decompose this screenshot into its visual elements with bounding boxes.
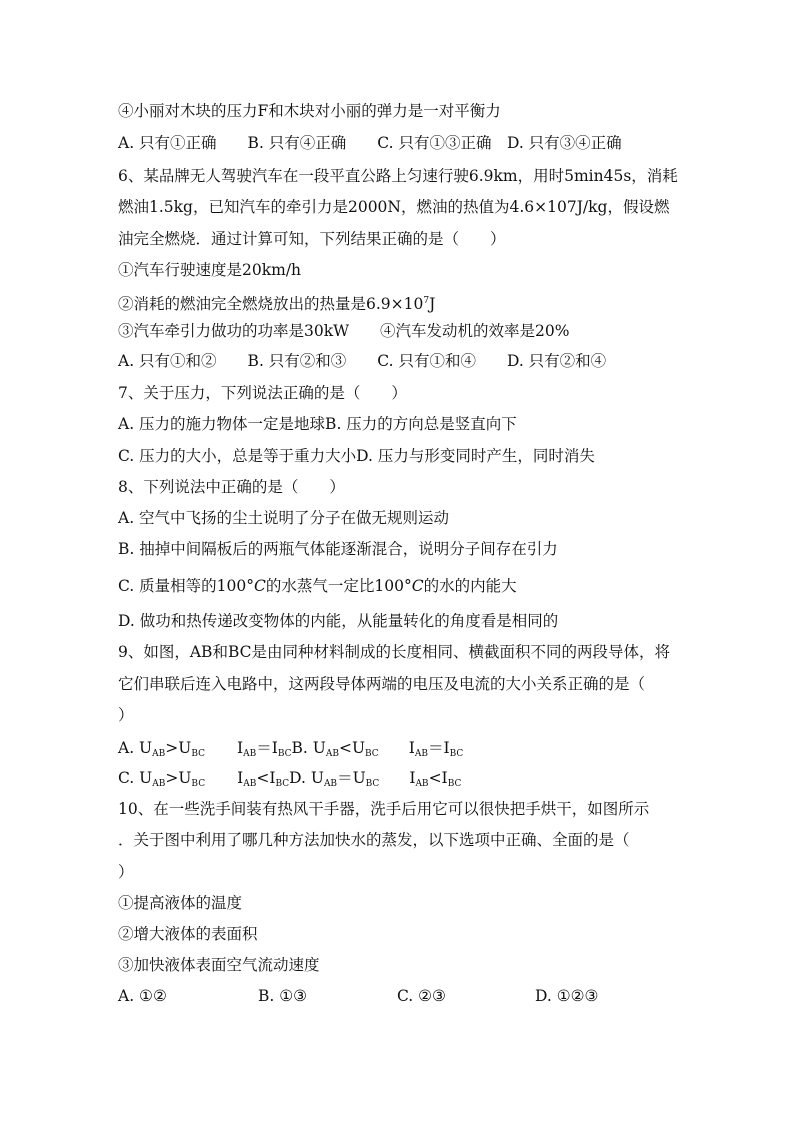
q8-option-a: A. 空气中飞扬的尘土说明了分子在做无规则运动	[118, 509, 450, 527]
q9-options-cd: C. $U_{AB}>U_{BC}$ $I_{AB}<I_{BC}D$. $U_{AB}=U_{BC}$ $I_{AB}<I_{BC}$	[118, 769, 462, 789]
q6-stem-line1: 6、某品牌无人驾驶汽车在一段平直公路上匀速行驶6.9km，用时5min45s，消耗	[118, 167, 678, 185]
q9-options-ab: A. $U_{AB}>U_{BC}$ $I_{AB}=I_{BC}B$. $U_{AB}<U_{BC}$ $I_{AB}=I_{BC}$	[118, 739, 464, 759]
q10-statement-2: ②增大液体的表面积	[118, 925, 258, 943]
q10-statement-3: ③加快液体表面空气流动速度	[118, 956, 320, 974]
q6-stem-line2: 燃油1.5kg，已知汽车的牵引力是2000N，燃油的热值为4.6×107J/kg，假设燃	[118, 198, 670, 216]
q9-stem-line2: 它们串联后连入电路中，这两段导体两端的电压及电流的大小关系正确的是（	[118, 675, 646, 693]
q7-options-cd: C. 压力的大小，总是等于重力大小D. 压力与形变同时产生，同时消失	[118, 447, 595, 465]
q8-option-b: B. 抽掉中间隔板后的两瓶气体能逐渐混合，说明分子间存在引力	[118, 540, 558, 558]
q9-stem-line1: 9、如图，AB和BC是由同种材料制成的长度相同、横截面积不同的两段导体，将	[118, 643, 670, 661]
q8-stem: 8、下列说法中正确的是（ ）	[118, 478, 345, 496]
q6-statement-1: ①汽车行驶速度是20km/h	[118, 261, 302, 279]
q6-options: A. 只有①和② B. 只有②和③ C. 只有①和④ D. 只有②和④	[118, 352, 607, 370]
q7-stem: 7、关于压力，下列说法正确的是（ ）	[118, 384, 407, 402]
q10-option-d: D. ①②③	[535, 987, 599, 1005]
q10-option-c: C. ②③	[397, 987, 446, 1005]
q5-options: A. 只有①正确 B. 只有④正确 C. 只有①③正确 D. 只有③④正确	[118, 134, 622, 152]
q9-stem-line3: ）	[118, 706, 134, 724]
q10-stem-line1: 10、在一些洗手间装有热风干手器，洗手后用它可以很快把手烘干，如图所示	[118, 800, 650, 818]
q10-statement-1: ①提高液体的温度	[118, 894, 243, 912]
q6-stem-line3: 油完全燃烧．通过计算可知，下列结果正确的是（ ）	[118, 230, 506, 248]
q10-stem-line3: ）	[118, 863, 134, 881]
q10-stem-line2: ．关于图中利用了哪几种方法加快水的蒸发，以下选项中正确、全面的是（	[118, 831, 630, 849]
q10-option-a: A. ①②	[118, 987, 167, 1005]
q7-options-ab: A. 压力的施力物体一定是地球B. 压力的方向总是竖直向下	[118, 415, 517, 433]
q8-option-c: C. 质量相等的100°C的水蒸气一定比100°C的水的内能大	[118, 577, 517, 595]
statement-4: ④小丽对木块的压力F和木块对小丽的弹力是一对平衡力	[118, 102, 501, 120]
q8-option-d: D. 做功和热传递改变物体的内能，从能量转化的角度看是相同的	[118, 612, 559, 630]
q6-statement-3-4: ③汽车牵引力做功的功率是30kW ④汽车发动机的效率是20%	[118, 322, 570, 340]
q10-option-b: B. ①③	[258, 987, 308, 1005]
q6-statement-2: ②消耗的燃油完全燃烧放出的热量是$6.9\times 10^7J$	[118, 295, 436, 313]
